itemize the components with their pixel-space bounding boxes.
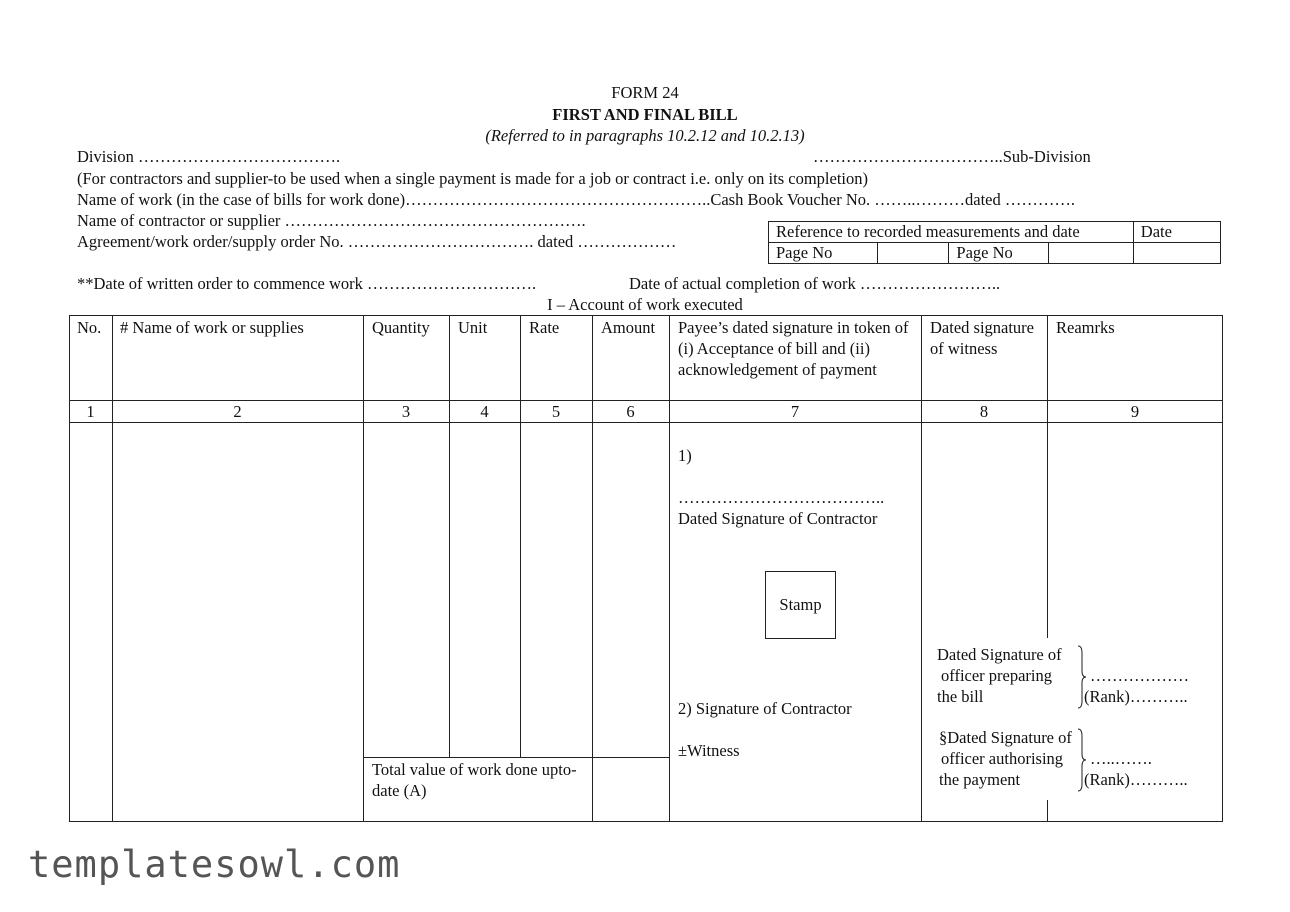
prep-dots: ……………… — [1090, 666, 1189, 685]
agreement-field: Agreement/work order/supply order No. ……………………………. dated ……………… — [77, 232, 677, 251]
col-header-payee-signature: Payee’s dated signature in token of (i) Acceptance of bill and (ii) acknowledgement of payment — [678, 318, 909, 379]
col-number: 5 — [551, 402, 561, 421]
col-number: 8 — [979, 402, 989, 421]
prep-signature-line3: the bill — [937, 687, 984, 706]
col-header-no: No. — [77, 318, 102, 337]
signature-line: ……………………………….. — [678, 488, 885, 507]
ref-header: Reference to recorded measurements and date — [769, 222, 1134, 243]
col-divider — [520, 315, 521, 758]
total-rule — [363, 757, 669, 758]
watermark: templatesowl.com — [28, 843, 401, 886]
col-divider — [592, 315, 593, 822]
completion-date-field: Date of actual completion of work …………………….. — [629, 274, 1001, 293]
usage-note: (For contractors and supplier-to be used when a single payment is made for a job or contract i.e. only on its completion) — [77, 169, 869, 188]
col-divider — [1047, 800, 1048, 822]
col-number: 7 — [790, 402, 800, 421]
col-header-unit: Unit — [458, 318, 488, 337]
col-header-quantity: Quantity — [372, 318, 430, 337]
auth-signature-line2: officer authorising — [941, 749, 1064, 768]
ref-date-label: Date — [1133, 222, 1220, 243]
dated-signature-contractor: Dated Signature of Contractor — [678, 509, 878, 528]
form-number: FORM 24 — [611, 83, 679, 102]
sub-division-field: ……………………………..Sub-Division — [813, 147, 1091, 166]
ref-page-value-2 — [1048, 243, 1133, 264]
prep-rank: (Rank)……….. — [1084, 687, 1188, 706]
ref-page-no-1: Page No — [769, 243, 878, 264]
form-title: FIRST AND FINAL BILL — [552, 105, 738, 124]
auth-rank: (Rank)……….. — [1084, 770, 1188, 789]
col-divider — [112, 315, 113, 822]
col-divider — [363, 315, 364, 822]
col-divider — [1047, 315, 1048, 638]
ref-page-value-1 — [878, 243, 949, 264]
col-divider — [921, 315, 922, 822]
col-number: 9 — [1130, 402, 1140, 421]
name-of-work-field: Name of work (in the case of bills for work done)………………………………………………..Cash Book Voucher No. ……..………dated …………. — [77, 190, 1075, 209]
col-divider — [669, 315, 670, 822]
col-divider — [449, 315, 450, 758]
auth-dots: …..……. — [1090, 749, 1152, 768]
prep-signature-line2: officer preparing — [941, 666, 1053, 685]
ref-page-no-2: Page No — [949, 243, 1048, 264]
col-number: 1 — [86, 402, 95, 421]
col-header-name: # Name of work or supplies — [120, 318, 304, 337]
item-1-label: 1) — [678, 446, 692, 465]
col-number: 2 — [233, 402, 242, 421]
witness-label: ±Witness — [678, 741, 740, 760]
numbers-rule — [69, 422, 1223, 423]
division-field: Division ………………………………. — [77, 147, 341, 166]
col-number: 6 — [626, 402, 635, 421]
col-number: 3 — [401, 402, 411, 421]
ref-date-value — [1133, 243, 1220, 264]
col-header-rate: Rate — [529, 318, 560, 337]
col-header-remarks: Reamrks — [1056, 318, 1115, 337]
stamp-box: Stamp — [765, 571, 836, 639]
auth-signature-line3: the payment — [939, 770, 1021, 789]
section-title: I – Account of work executed — [547, 295, 743, 314]
total-value-label: Total value of work done upto-date (A) — [372, 760, 577, 800]
item-2-signature-contractor: 2) Signature of Contractor — [678, 699, 852, 718]
commence-date-field: **Date of written order to commence work …………………………. — [77, 274, 537, 293]
contractor-field: Name of contractor or supplier ………………………………………………. — [77, 211, 586, 230]
col-header-witness: Dated signature of witness — [930, 318, 1035, 358]
col-header-amount: Amount — [601, 318, 656, 337]
col-number: 4 — [480, 402, 489, 421]
prep-signature-line1: Dated Signature of — [937, 645, 1062, 664]
auth-signature-line1: §Dated Signature of — [939, 728, 1072, 747]
reference-table — [768, 221, 1221, 264]
form-reference: (Referred to in paragraphs 10.2.12 and 10.2.13) — [485, 126, 805, 145]
